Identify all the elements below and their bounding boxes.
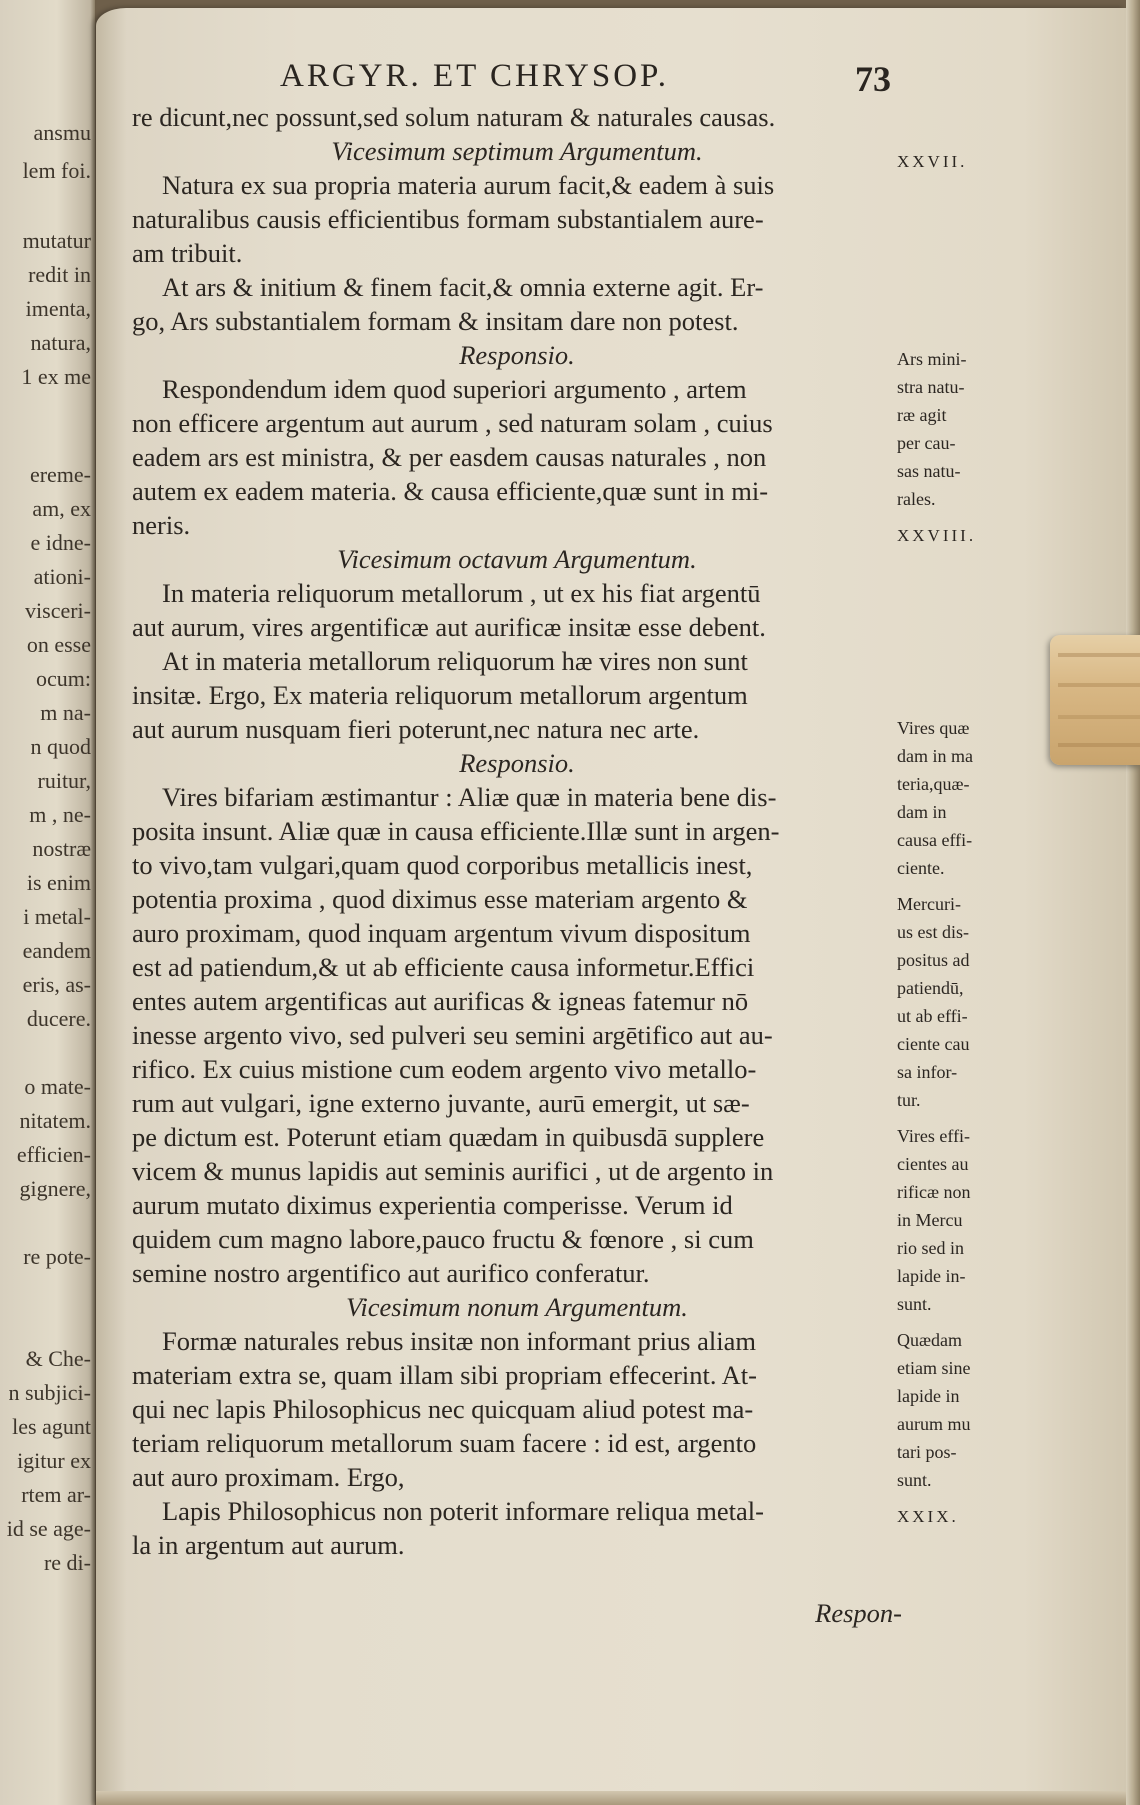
section-heading: Vicesimum septimum Argumentum. — [331, 136, 703, 166]
prev-page-line: eris, as- — [22, 972, 91, 997]
text-line: eadem ars est ministra, & per easdem causas naturales , non — [132, 442, 767, 472]
prev-page-line: rtem ar- — [21, 1482, 91, 1507]
text-line: neris. — [132, 510, 191, 540]
text-line: non efficere argentum aut aurum , sed naturam solam , cuius — [132, 408, 773, 438]
body-text — [132, 100, 902, 1630]
prev-page-line: eandem — [22, 938, 91, 963]
text-line: semine nostro argentifico aut aurifico conferatur. — [132, 1258, 650, 1288]
margin-note: dam in ma — [897, 746, 973, 766]
running-head: ARGYR. ET CHRYSOP. — [280, 58, 669, 94]
margin-note: ciente cau — [897, 1034, 970, 1054]
prev-page-line: ansmu — [33, 120, 91, 145]
prev-page-line: i metal- — [23, 904, 91, 929]
margin-note: rales. — [897, 489, 936, 509]
text-line — [132, 1562, 902, 1596]
prev-page-line: ruitur, — [37, 768, 91, 793]
text-line: qui nec lapis Philosophicus nec quicquam aliud potest ma- — [132, 1394, 754, 1424]
text-line: insitæ. Ergo, Ex materia reliquorum metallorum argentum — [132, 680, 748, 710]
text-line: inesse argento vivo, sed pulveri seu semini argētifico aut au- — [132, 1020, 773, 1050]
margin-note: teria,quæ- — [897, 774, 970, 794]
text-line: teriam reliquorum metallorum suam facere : id est, argento — [132, 1428, 757, 1458]
text-line: vicem & munus lapidis aut seminis aurifici , ut de argento in — [132, 1156, 774, 1186]
text-line: est ad patiendum,& ut ab efficiente causa informetur.Effici — [132, 952, 755, 982]
text-line: quidem cum magno labore,pauco fructu & fœnore , si cum — [132, 1224, 754, 1254]
margin-note: causa effi- — [897, 830, 973, 850]
margin-note: stra natu- — [897, 377, 965, 397]
prev-page-line: m , ne- — [29, 802, 91, 827]
argument-number: XXVIII. — [897, 526, 977, 545]
page-bottom-edge — [96, 1791, 1126, 1805]
margin-note: etiam sine — [897, 1358, 971, 1378]
margin-note: in Mercu — [897, 1210, 963, 1230]
margin-note: us est dis- — [897, 922, 969, 942]
text-line: rum aut vulgari, igne externo juvante, aurū emergit, ut sæ- — [132, 1088, 750, 1118]
margin-note: ut ab effi- — [897, 1006, 968, 1026]
margin-note: Vires quæ — [897, 718, 970, 738]
prev-page-line: o mate- — [24, 1074, 91, 1099]
margin-note: rio sed in — [897, 1238, 964, 1258]
prev-page-line: redit in — [28, 262, 91, 287]
prev-page-line: natura, — [30, 330, 91, 355]
prev-page-line: ationi- — [33, 564, 91, 589]
prev-page-line: e idne- — [30, 530, 91, 555]
prev-page-line: mutatur — [22, 228, 91, 253]
prev-page-line: n subjici- — [8, 1380, 91, 1405]
margin-note: ciente. — [897, 858, 945, 878]
prev-page-line: efficien- — [16, 1142, 91, 1167]
text-line: auro proximam, quod inquam argentum vivum dispositum — [132, 918, 751, 948]
prev-page-line: lem foi. — [22, 158, 91, 183]
previous-page-edge — [0, 0, 95, 1805]
wooden-page-holder — [1050, 635, 1140, 765]
text-line: aurum mutato diximus experientia comperisse. Verum id — [132, 1190, 733, 1220]
text-line: potentia proxima , quod diximus esse materiam argento & — [132, 884, 748, 914]
prev-page-line: 1 ex me — [21, 364, 91, 389]
margin-note: sas natu- — [897, 461, 961, 481]
section-heading: Vicesimum octavum Argumentum. — [337, 544, 697, 574]
margin-note: Mercuri- — [897, 894, 961, 914]
text-line: In materia reliquorum metallorum , ut ex his fiat argentū — [162, 578, 761, 608]
margin-note: Ars mini- — [897, 349, 967, 369]
margin-note: lapide in- — [897, 1266, 966, 1286]
catchword: Respon- — [815, 1598, 902, 1628]
prev-page-line: nostræ — [32, 836, 91, 861]
text-line: re dicunt,nec possunt,sed solum naturam & naturales causas. — [132, 102, 776, 132]
prev-page-line: ducere. — [26, 1006, 91, 1031]
margin-note: Vires effi- — [897, 1126, 971, 1146]
margin-note: ræ agit — [897, 405, 947, 425]
text-line: aut aurum nusquam fieri poterunt,nec natura nec arte. — [132, 714, 700, 744]
text-line: la in argentum aut aurum. — [132, 1530, 405, 1560]
text-line: Respondendum idem quod superiori argumento , artem — [162, 374, 747, 404]
prev-page-line: id se age- — [6, 1516, 91, 1541]
text-line: aut aurum, vires argentificæ aut aurificæ insitæ esse debent. — [132, 612, 766, 642]
prev-page-line: is enim — [26, 870, 91, 895]
prev-page-line: & Che- — [25, 1346, 91, 1371]
argument-number: XXIX. — [897, 1507, 959, 1526]
prev-page-line: n quod — [30, 734, 91, 759]
text-line: rifico. Ex cuius mistione cum eodem argento vivo metallo- — [132, 1054, 757, 1084]
text-line: Vires bifariam æstimantur : Aliæ quæ in materia bene dis- — [162, 782, 777, 812]
margin-note: positus ad — [897, 950, 970, 970]
section-heading: Responsio. — [459, 340, 575, 370]
prev-page-line: les agunt — [12, 1414, 91, 1439]
text-line: Lapis Philosophicus non poterit informare reliqua metal- — [162, 1496, 764, 1526]
prev-page-line: am, ex — [32, 496, 91, 521]
text-line: Formæ naturales rebus insitæ non informant prius aliam — [162, 1326, 756, 1356]
page-number: 73 — [855, 59, 891, 99]
text-line: am tribuit. — [132, 238, 243, 268]
margin-note: dam in — [897, 802, 947, 822]
next-page-edge — [1126, 0, 1140, 1805]
text-line: entes autem argentificas aut aurificas & igneas fatemur nō — [132, 986, 749, 1016]
margin-note: aurum mu — [897, 1414, 971, 1434]
margin-note: per cau- — [897, 433, 956, 453]
prev-page-line: re di- — [43, 1550, 91, 1575]
text-line: Natura ex sua propria materia aurum facit,& eadem à suis — [162, 170, 775, 200]
section-heading: Vicesimum nonum Argumentum. — [346, 1292, 688, 1322]
text-line: materiam extra se, quam illam sibi propriam effecerint. At- — [132, 1360, 757, 1390]
prev-page-line: ocum: — [36, 666, 91, 691]
text-line: to vivo,tam vulgari,quam quod corporibus metallicis inest, — [132, 850, 753, 880]
margin-note: Quædam — [897, 1330, 962, 1350]
prev-page-line: re pote- — [23, 1244, 91, 1269]
text-line: At in materia metallorum reliquorum hæ vires non sunt — [162, 646, 748, 676]
text-line: pe dictum est. Poterunt etiam quædam in quibusdā supplere — [132, 1122, 765, 1152]
prev-page-line: gignere, — [19, 1176, 91, 1201]
text-line: aut auro proximam. Ergo, — [132, 1462, 405, 1492]
text-line: posita insunt. Aliæ quæ in causa efficiente.Illæ sunt in argen- — [132, 816, 780, 846]
text-line: go, Ars substantialem formam & insitam dare non potest. — [132, 306, 739, 336]
text-line: At ars & initium & finem facit,& omnia externe agit. Er- — [162, 272, 764, 302]
prev-page-line: ereme- — [29, 462, 91, 487]
margin-note: lapide in — [897, 1386, 960, 1406]
prev-page-line: igitur ex — [17, 1448, 91, 1473]
margin-note: sunt. — [897, 1470, 932, 1490]
prev-page-line: nitatem. — [19, 1108, 91, 1133]
text-line: naturalibus causis efficientibus formam substantialem aure- — [132, 204, 764, 234]
margin-note: sa infor- — [897, 1062, 958, 1082]
margin-note: cientes au — [897, 1154, 969, 1174]
section-heading: Responsio. — [459, 748, 575, 778]
prev-page-line: imenta, — [25, 296, 91, 321]
margin-note: sunt. — [897, 1294, 932, 1314]
margin-note: tur. — [897, 1090, 921, 1110]
text-line: autem ex eadem materia. & causa efficiente,quæ sunt in mi- — [132, 476, 769, 506]
margin-note: tari pos- — [897, 1442, 957, 1462]
prev-page-line: visceri- — [25, 598, 91, 623]
margin-note: patiendū, — [897, 978, 964, 998]
argument-number: XXVII. — [897, 152, 968, 171]
margin-note: rificæ non — [897, 1182, 971, 1202]
prev-page-line: m na- — [40, 700, 91, 725]
prev-page-line: on esse — [26, 632, 91, 657]
